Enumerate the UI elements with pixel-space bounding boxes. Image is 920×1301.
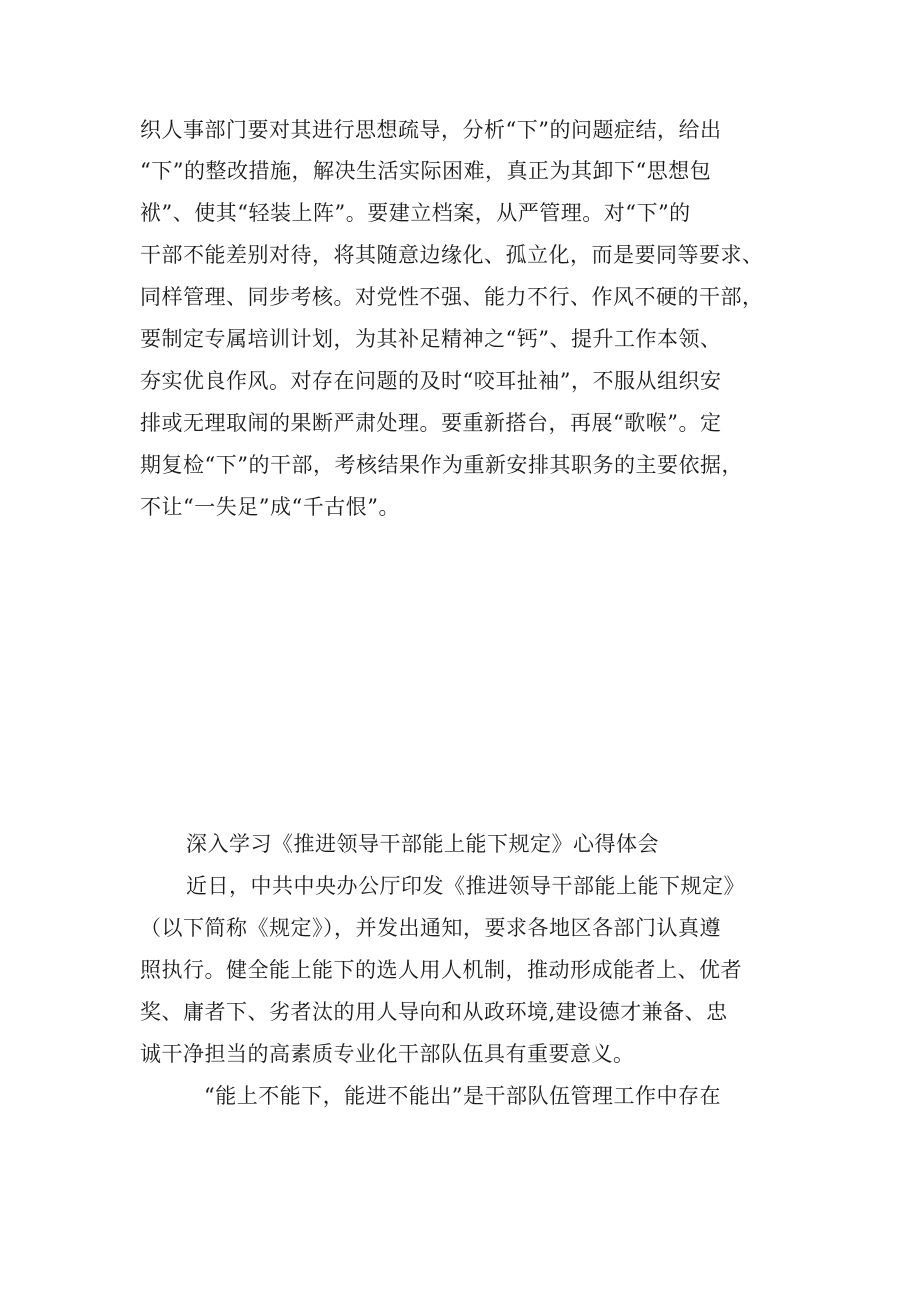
text-line: 期复检“下”的干部，考核结果作为重新安排其职务的主要依据，: [140, 453, 743, 477]
text-line: 诚干净担当的高素质专业化干部队伍具有重要意义。: [140, 1042, 635, 1066]
text-line: 照执行。健全能上能下的选人用人机制，推动形成能者上、优者: [140, 958, 742, 982]
text-line: 夯实优良作风。对存在问题的及时“咬耳扯袖”，不服从组织安: [140, 369, 722, 393]
text-line: 排或无理取闹的果断严肃处理。要重新搭台，再展“歌喉”。定: [140, 411, 722, 435]
text-line: 干部不能差别对待，将其随意边缘化、孤立化，而是要同等要求、: [140, 243, 764, 267]
text-line: 不让“一失足”成“千古恨”。: [140, 495, 400, 519]
text-line: 奖、庸者下、劣者汰的用人导向和从政环境,建设德才兼备、忠: [140, 1000, 728, 1024]
text-line: （以下简称《规定》），并发出通知，要求各地区各部门认真遵: [140, 916, 721, 940]
text-line: 袱”、使其“轻装上阵”。要建立档案，从严管理。对“下”的: [140, 201, 691, 225]
text-line: “下”的整改措施，解决生活实际困难，真正为其卸下“思想包: [140, 159, 712, 183]
text-line: 要制定专属培训计划，为其补足精神之“钙”、提升工作本领、: [140, 327, 722, 351]
article-title: 深入学习《推进领导干部能上能下规定》心得体会: [186, 832, 659, 856]
text-line: 同样管理、同步考核。对党性不强、能力不行、作风不硬的干部，: [140, 285, 764, 309]
text-line: 织人事部门要对其进行思想疏导，分析“下”的问题症结，给出: [140, 118, 722, 142]
text-line: “能上不能下，能进不能出”是干部队伍管理工作中存在: [204, 1084, 721, 1108]
text-line: 近日，中共中央办公厅印发《推进领导干部能上能下规定》: [186, 874, 745, 898]
